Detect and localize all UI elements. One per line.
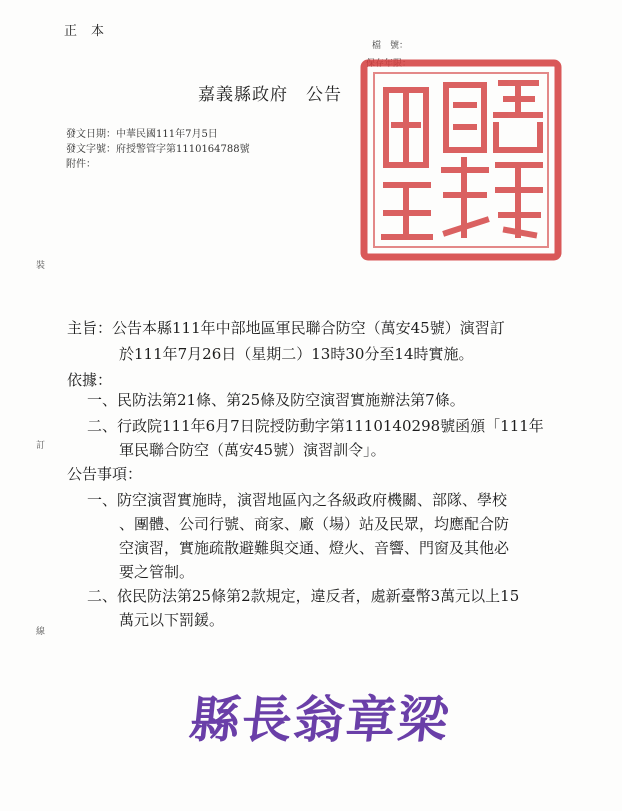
issuing-org: 嘉義縣政府: [198, 85, 288, 105]
basis-item-2-line-1: 二、行政院111年6月7日院授防動字第1110140298號函頒「111年: [87, 417, 544, 435]
binding-mark-2: 訂: [36, 441, 46, 451]
binding-mark-1: 裝: [36, 261, 46, 271]
document-title: [198, 80, 342, 105]
binding-mark-3: 線: [36, 627, 46, 637]
announcement-items-heading: 公告事項：: [67, 465, 143, 483]
subject-line-1: 主旨：公告本縣111年中部地區軍民聯合防空（萬安45號）演習訂: [67, 319, 505, 337]
item-1-line-2: 、團體、公司行號、商家、廠（場）站及民眾，均應配合防: [119, 515, 510, 533]
archive-number-label: 檔 號：: [372, 41, 409, 51]
item-2-line-1: 二、依民防法第25條第2款規定，違反者，處新臺幣3萬元以上15: [87, 587, 520, 605]
attachment-label: 附件：: [66, 159, 96, 170]
issue-date: 發文日期：中華民國111年7月5日: [66, 129, 218, 140]
item-1-line-4: 要之管制。: [119, 563, 195, 581]
copy-mark: 正本: [64, 24, 119, 39]
item-1-line-1: 一、防空演習實施時，演習地區內之各級政府機關、部隊、學校: [87, 491, 508, 509]
basis-item-1: 一、民防法第21條、第25條及防空演習實施辦法第7條。: [87, 391, 465, 409]
official-seal: [356, 55, 566, 265]
document-type: 公告: [306, 85, 342, 105]
magistrate-signature-stamp: [175, 670, 465, 770]
item-2-line-2: 萬元以下罰鍰。: [119, 611, 225, 629]
document-number: 發文字號：府授警管字第1110164788號: [66, 144, 250, 155]
signature-text: 縣長翁章梁: [186, 690, 454, 749]
basis-item-2-line-2: 軍民聯合防空（萬安45號）演習訓令」。: [119, 441, 386, 459]
basis-heading: 依據：: [67, 371, 113, 389]
subject-line-2: 於111年7月26日（星期二）13時30分至14時實施。: [119, 345, 474, 363]
item-1-line-3: 空演習，實施疏散避難與交通、燈火、音響、門窗及其他必: [119, 539, 510, 557]
archive-retention-label: 保存年限：: [366, 59, 412, 69]
